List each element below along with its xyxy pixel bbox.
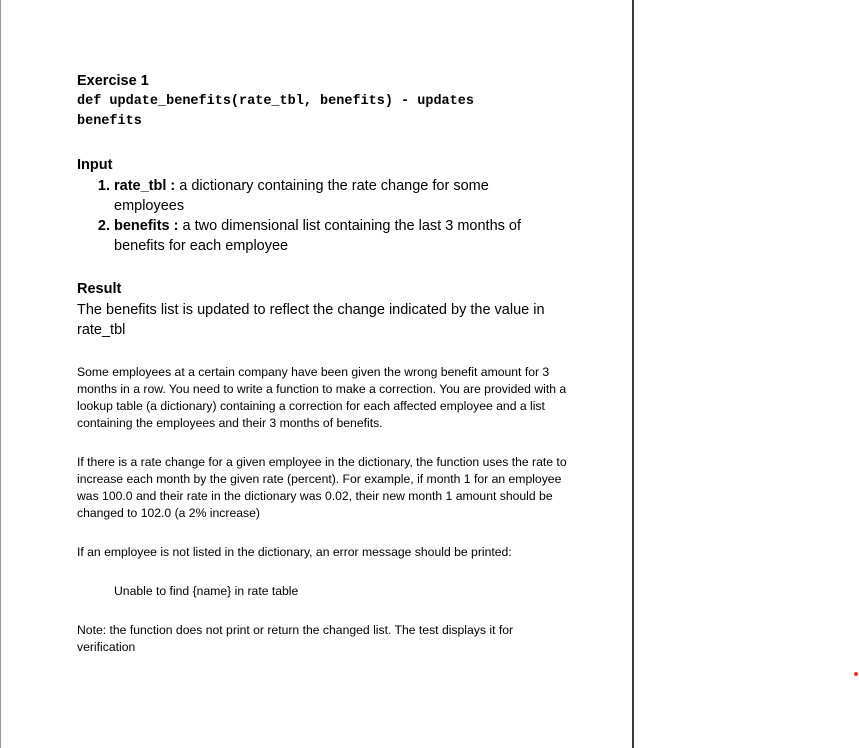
result-text: The benefits list is updated to reflect the change indicated by the value in rate_tbl bbox=[77, 302, 545, 338]
document-content bbox=[77, 72, 577, 656]
error-message-example: Unable to find {name} in rate table bbox=[114, 584, 299, 598]
input-list bbox=[77, 176, 534, 256]
marker-dot bbox=[854, 672, 858, 676]
missing-employee-paragraph: If an employee is not listed in the dictionary, an error message should be printed: bbox=[77, 545, 512, 559]
input-term: benefits : bbox=[114, 218, 179, 234]
rate-change-paragraph: If there is a rate change for a given employee in the dictionary, the function uses the rate to increase each month by the given rate (percent). For example, if month 1 for an employee was 100.0 and their rate in the dictionary was 0.02, their new month 1 amount should be changed to 102.0 (a 2% increase) bbox=[77, 455, 567, 520]
input-term: rate_tbl : bbox=[114, 178, 176, 194]
input-description: a dictionary containing the rate change for some employees bbox=[114, 178, 489, 214]
result-heading: Result bbox=[77, 281, 122, 297]
function-signature: def update_benefits(rate_tbl, benefits) - updates benefits bbox=[77, 94, 474, 129]
note-paragraph: Note: the function does not print or return the changed list. The test displays it for verification bbox=[77, 623, 514, 654]
description-paragraph: Some employees at a certain company have been given the wrong benefit amount for 3 months in a row. You need to write a function to make a correction. You are provided with a lookup table (a dictionary) containing a correction for each affected employee and a list containing the employees and their 3 months of benefits. bbox=[77, 365, 567, 430]
input-item-rate-tbl bbox=[114, 176, 534, 216]
input-item-benefits bbox=[114, 216, 534, 256]
input-heading: Input bbox=[77, 157, 113, 173]
exercise-title: Exercise 1 bbox=[77, 73, 149, 89]
input-description: a two dimensional list containing the last 3 months of benefits for each employee bbox=[114, 218, 522, 254]
